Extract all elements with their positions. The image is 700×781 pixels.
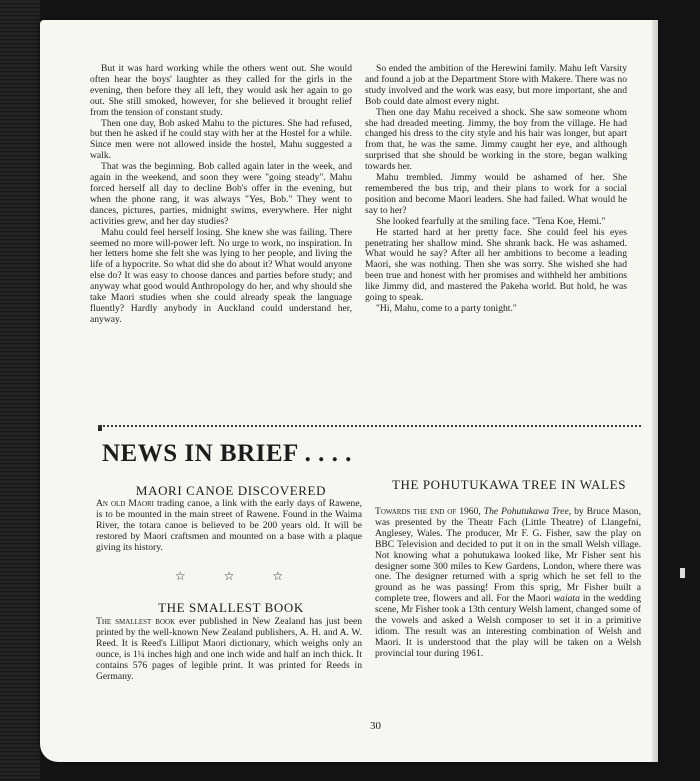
- book-article: [96, 617, 362, 682]
- canoe-lead-in: An old Maori: [96, 498, 155, 509]
- pohutukawa-lead-in: Towards the end of: [375, 506, 457, 517]
- section-divider: [98, 425, 641, 427]
- star-separator: [96, 569, 362, 584]
- maori-term: waiata: [553, 593, 580, 605]
- story-column-left: [90, 64, 352, 326]
- play-title: The Pohutukawa Tree,: [483, 506, 572, 517]
- pohutukawa-text: 1960,: [456, 506, 484, 517]
- story-paragraph: He started hard at her pretty face. She could feel his eyes penetrating her shallow mind. She shrank back. He was ashamed. What would he say? After all her ambitions to become a leading Maori, she was nothing. Then she was sorry. She wished she had been true and honest with her promises and withheld her ambitions like Jimmy did, and mastered the Pakeha world. But hold, he was going to speak.: [365, 226, 627, 304]
- book-heading: THE SMALLEST BOOK: [158, 600, 304, 615]
- star-icon: ☆: [272, 569, 284, 583]
- page-spine-shadow: [652, 20, 658, 762]
- story-paragraph: Mahu could feel herself losing. She knew she was failing. There seemed no more will-power left. No urge to work, no inspiration. In her letters home she felt she was lying to her people, and living the life of a hypocrite. So what did she do about it? What would anyone else do? It was easy to choose dances and parties before study; and anyway what good would Anthropology do her, and why should she take Maori studies when she could already speak the language fluently? Hardly anybody in Auckland could understand her, anyway.: [90, 226, 352, 325]
- pohutukawa-text: by Bruce Mason, was presented by the Theatr Fach (Little Theatre) of Llangefni, Anglesey, Wales. The producer, Mr F. G. Fisher, saw the play on BBC Television and decided to put it on in the small Welsh village. Not knowing what a pohutukawa looked like, Mr Fisher sent his designer some 300 miles to Kew Gardens, London, where there was one. The designer returned with a sprig which he set fell to the ground as he was passing! From this sprig, Mr Fisher built a complete tree, flowers and all. For the Maori: [375, 506, 641, 605]
- canoe-article: [96, 499, 362, 554]
- story-paragraph: She looked fearfully at the smiling face. "Tena Koe, Hemi.": [376, 215, 606, 227]
- story-paragraph: Mahu trembled. Jimmy would be ashamed of her. She remembered the bus trip, and their plans to work for a social position and become Maori leaders. She had failed. What would he say to her?: [365, 172, 627, 216]
- pohutukawa-text: in the wedding scene, Mr Fisher took a 13th century Welsh lament, changed some of the vowels and asked a Welsh composer to set it in a primitive idiom. The result was an interesting combination of Welsh and Maori. It is understood that the play will be taken on a Welsh provincial tour during 1961.: [375, 593, 642, 659]
- scan-margin-mark: [680, 568, 685, 578]
- story-paragraph: But it was hard working while the others went out. She would often hear the boys' laughter as they called for the girls in the evening, then before they all left, they would ask her again to go out. She still smoked, however, for she believed it brought relief from the tension of constant study.: [90, 63, 352, 118]
- star-icon: ☆: [174, 569, 186, 583]
- story-paragraph: Then one day Mahu received a shock. She saw someone whom she had dreaded meeting. Jimmy, the boy from the village. He had changed his dress to the city style and his hair was longer, but apart from that, he was the same. Jimmy caught her eye, and although surprised that she should be working in the store, began walking towards her.: [365, 106, 627, 173]
- star-icon: ☆: [223, 569, 235, 583]
- book-body: ever published in New Zealand has just been printed by the well-known New Zealand publishers, A. H. and A. W. Reed. It is Reed's Lilliput Maori dictionary, which weighs only an ounce, is 1¼ inches high and one inch wide and half an inch thick. It contains 576 pages of legible print. It was printed for Reeds in Germany.: [96, 616, 363, 682]
- scan-edge: [0, 0, 40, 781]
- magazine-page: [40, 20, 658, 762]
- story-paragraph: Then one day, Bob asked Mahu to the pictures. She had refused, but then he asked if he could stay with her at the Hostel for a while. Since men were not allowed inside the hostel, Mahu suggested a walk.: [90, 117, 352, 162]
- story-column-right: [365, 64, 627, 315]
- pohutukawa-article: [375, 507, 641, 660]
- news-section-title: NEWS IN BRIEF . . . .: [102, 440, 352, 467]
- canoe-heading: MAORI CANOE DISCOVERED: [135, 483, 327, 498]
- story-paragraph: So ended the ambition of the Herewini family. Mahu left Varsity and found a job at the Department Store with Makere. There was no study involved and the work was easy, but more important, she and Bob could date almost every night.: [365, 63, 627, 107]
- story-paragraph: "Hi, Mahu, come to a party tonight.": [376, 302, 517, 314]
- page-number: 30: [370, 720, 381, 732]
- story-paragraph: That was the beginning. Bob called again later in the week, and again in the weekend, and soon they were "going steady". Mahu forced herself all day to decline Bob's offer in the evening, but when the phone rang, it was always "Yes, Bob." They went to dances, pictures, parties, midnight swims, everywhere. Her night activities grew, and her day studies?: [90, 161, 352, 227]
- book-lead-in: The smallest book: [96, 616, 176, 627]
- pohutukawa-heading: THE POHUTUKAWA TREE IN WALES: [391, 477, 627, 492]
- canoe-body: trading canoe, a link with the early days of Rawene, is to be mounted in the main street of Rawene. Found in the Waima River, the totara canoe is believed to be 200 years old. It will be restored by Maori craftsmen and mounted on a base with a plaque giving its history.: [96, 498, 362, 553]
